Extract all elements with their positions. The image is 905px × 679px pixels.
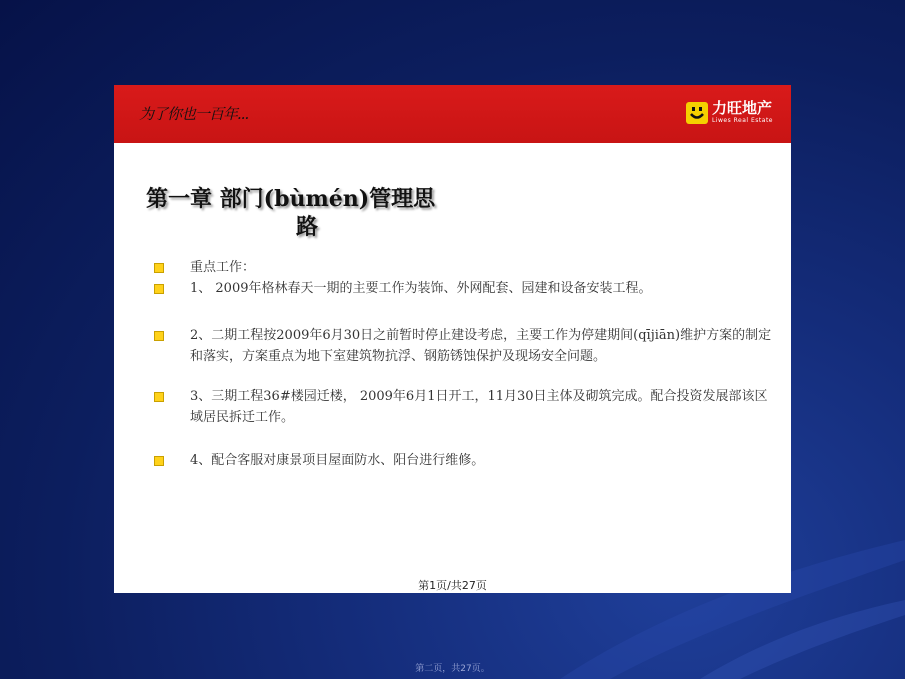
bullet-item bbox=[154, 325, 774, 367]
title-line-2: 路 bbox=[296, 214, 319, 240]
bullet-text: 重点工作： bbox=[190, 260, 256, 275]
bullet-item bbox=[154, 257, 774, 278]
slide-title bbox=[146, 185, 476, 241]
page-number: 第1页/共27页 bbox=[418, 579, 487, 592]
header-bar bbox=[114, 85, 791, 143]
slide bbox=[114, 85, 791, 593]
logo-subtitle: Liwes Real Estate bbox=[712, 117, 773, 124]
bullet-item bbox=[154, 450, 774, 471]
bullet-square-icon bbox=[154, 331, 164, 341]
bullet-square-icon bbox=[154, 392, 164, 402]
bullet-text: 3、三期工程36#楼园迁楼， 2009年6月1日开工，11月30日主体及砌筑完成。配合投资发展部该区域居民拆迁工作。 bbox=[190, 389, 768, 425]
bullet-square-icon bbox=[154, 456, 164, 466]
bullet-item bbox=[154, 278, 774, 299]
bullet-text: 2、二期工程按2009年6月30日之前暂时停止建设考虑，主要工作为停建期间(qījiān)维护方案的制定和落实，方案重点为地下室建筑物抗浮、钢筋锈蚀保护及现场安全问题。 bbox=[190, 328, 772, 364]
bullet-square-icon bbox=[154, 263, 164, 273]
slogan: 为了你也一百年... bbox=[139, 105, 249, 123]
title-line-1: 第一章 部门(bùmén)管理思 bbox=[146, 186, 436, 212]
footer-text: 第二页，共27页。 bbox=[415, 664, 490, 674]
bullet-square-icon bbox=[154, 284, 164, 294]
bullet-text: 4、配合客服对康景项目屋面防水、阳台进行维修。 bbox=[190, 453, 485, 468]
bullet-text: 1、 2009年格林春天一期的主要工作为装饰、外网配套、园建和设备安装工程。 bbox=[190, 281, 652, 296]
bullet-list bbox=[154, 257, 774, 471]
company-logo bbox=[686, 101, 773, 124]
bullet-item bbox=[154, 386, 774, 428]
logo-name: 力旺地产 bbox=[712, 99, 773, 117]
smiley-icon bbox=[686, 102, 708, 124]
